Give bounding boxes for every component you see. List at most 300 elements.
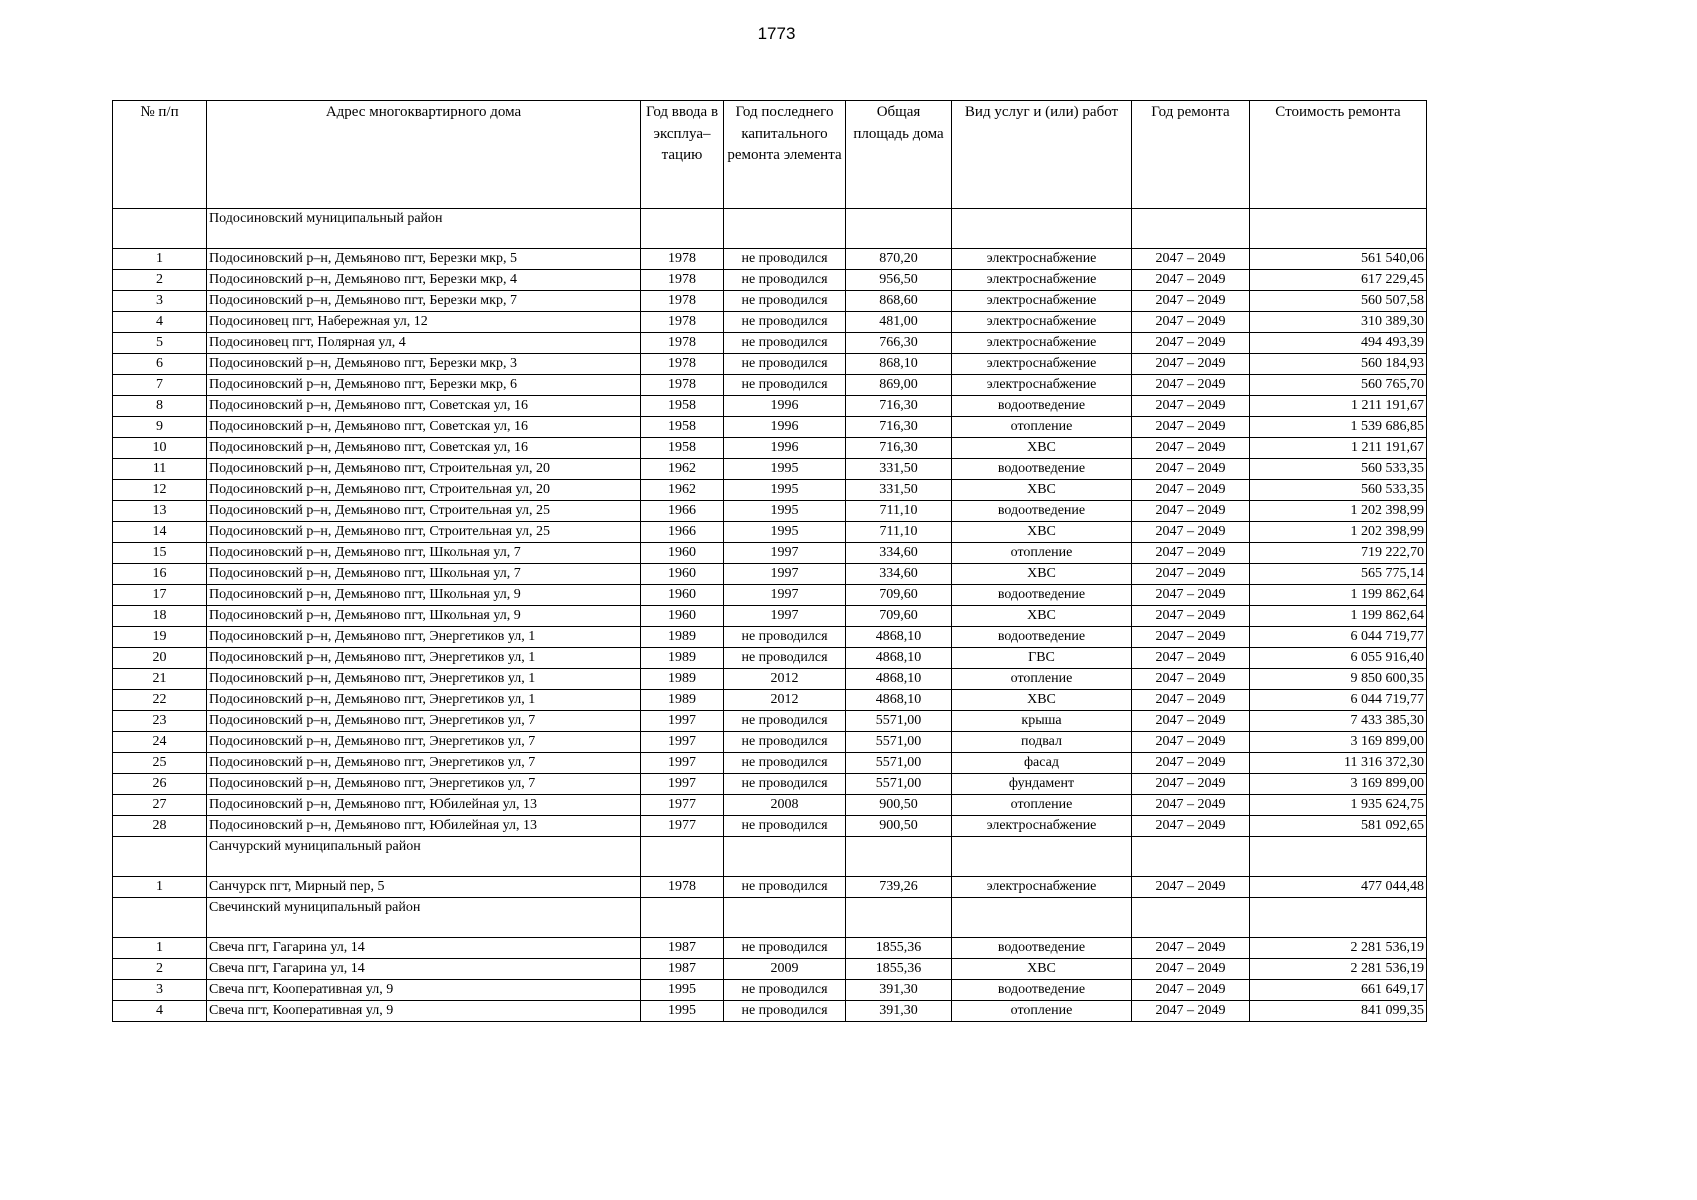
table-row <box>113 543 1427 564</box>
cell-year-built: 1962 <box>641 459 724 480</box>
cell-area: 716,30 <box>846 417 952 438</box>
table-row <box>113 795 1427 816</box>
cell-service: ГВС <box>952 648 1132 669</box>
cell-service: ХВС <box>952 606 1132 627</box>
page-number: 1773 <box>757 24 796 43</box>
cell-last-repair: 1997 <box>724 606 846 627</box>
cell-last-repair: 1997 <box>724 585 846 606</box>
cell-area: 4868,10 <box>846 690 952 711</box>
cell-repair-year: 2047 – 2049 <box>1132 396 1250 417</box>
cell-repair-year: 2047 – 2049 <box>1132 690 1250 711</box>
cell-cost: 7 433 385,30 <box>1250 711 1427 732</box>
cell-address: Свеча пгт, Кооперативная ул, 9 <box>207 980 641 1001</box>
table-row <box>113 816 1427 837</box>
empty-cell <box>846 898 952 938</box>
cell-area: 868,10 <box>846 354 952 375</box>
cell-cost: 560 533,35 <box>1250 459 1427 480</box>
cell-cost: 841 099,35 <box>1250 1001 1427 1022</box>
cell-num: 1 <box>113 938 207 959</box>
cell-repair-year: 2047 – 2049 <box>1132 501 1250 522</box>
district-name: Подосиновский муниципальный район <box>207 209 641 249</box>
cell-cost: 560 765,70 <box>1250 375 1427 396</box>
cell-service: водоотведение <box>952 585 1132 606</box>
district-name: Свечинский муниципальный район <box>207 898 641 938</box>
cell-year-built: 1997 <box>641 711 724 732</box>
cell-last-repair: не проводился <box>724 627 846 648</box>
cell-area: 716,30 <box>846 438 952 459</box>
cell-num: 19 <box>113 627 207 648</box>
cell-address: Подосиновский р–н, Демьяново пгт, Энергетиков ул, 1 <box>207 648 641 669</box>
empty-cell <box>1250 209 1427 249</box>
cell-area: 4868,10 <box>846 648 952 669</box>
cell-area: 4868,10 <box>846 627 952 648</box>
cell-repair-year: 2047 – 2049 <box>1132 564 1250 585</box>
table-row <box>113 877 1427 898</box>
cell-num: 26 <box>113 774 207 795</box>
empty-cell <box>846 837 952 877</box>
cell-num: 28 <box>113 816 207 837</box>
cell-year-built: 1997 <box>641 753 724 774</box>
cell-cost: 719 222,70 <box>1250 543 1427 564</box>
table-row <box>113 522 1427 543</box>
cell-num: 2 <box>113 959 207 980</box>
cell-cost: 1 202 398,99 <box>1250 501 1427 522</box>
cell-year-built: 1995 <box>641 1001 724 1022</box>
cell-last-repair: не проводился <box>724 291 846 312</box>
cell-address: Подосиновский р–н, Демьяново пгт, Школьная ул, 9 <box>207 606 641 627</box>
table-header <box>113 101 1427 209</box>
cell-num: 4 <box>113 312 207 333</box>
cell-service: электроснабжение <box>952 312 1132 333</box>
cell-address: Подосиновский р–н, Демьяново пгт, Школьная ул, 9 <box>207 585 641 606</box>
cell-repair-year: 2047 – 2049 <box>1132 249 1250 270</box>
cell-area: 869,00 <box>846 375 952 396</box>
cell-year-built: 1960 <box>641 585 724 606</box>
header-address: Адрес многоквартирного дома <box>207 101 641 209</box>
cell-repair-year: 2047 – 2049 <box>1132 417 1250 438</box>
cell-service: ХВС <box>952 690 1132 711</box>
table-row <box>113 291 1427 312</box>
cell-cost: 617 229,45 <box>1250 270 1427 291</box>
cell-cost: 3 169 899,00 <box>1250 774 1427 795</box>
cell-area: 5571,00 <box>846 774 952 795</box>
empty-cell <box>952 209 1132 249</box>
cell-service: электроснабжение <box>952 375 1132 396</box>
cell-cost: 1 539 686,85 <box>1250 417 1427 438</box>
district-row <box>113 209 1427 249</box>
cell-area: 1855,36 <box>846 938 952 959</box>
cell-address: Подосиновский р–н, Демьяново пгт, Строительная ул, 20 <box>207 459 641 480</box>
cell-service: ХВС <box>952 480 1132 501</box>
cell-address: Подосиновский р–н, Демьяново пгт, Энергетиков ул, 7 <box>207 711 641 732</box>
cell-cost: 2 281 536,19 <box>1250 938 1427 959</box>
cell-last-repair: 1995 <box>724 522 846 543</box>
cell-last-repair: не проводился <box>724 312 846 333</box>
cell-address: Свеча пгт, Гагарина ул, 14 <box>207 959 641 980</box>
cell-num: 22 <box>113 690 207 711</box>
cell-service: электроснабжение <box>952 816 1132 837</box>
empty-cell <box>846 209 952 249</box>
cell-num: 1 <box>113 877 207 898</box>
cell-area: 334,60 <box>846 564 952 585</box>
cell-area: 739,26 <box>846 877 952 898</box>
cell-year-built: 1978 <box>641 312 724 333</box>
cell-num: 2 <box>113 270 207 291</box>
cell-last-repair: 1997 <box>724 543 846 564</box>
cell-year-built: 1989 <box>641 669 724 690</box>
cell-area: 766,30 <box>846 333 952 354</box>
cell-address: Подосиновский р–н, Демьяново пгт, Школьная ул, 7 <box>207 564 641 585</box>
cell-service: отопление <box>952 795 1132 816</box>
cell-cost: 1 199 862,64 <box>1250 585 1427 606</box>
cell-repair-year: 2047 – 2049 <box>1132 375 1250 396</box>
cell-address: Подосиновский р–н, Демьяново пгт, Юбилейная ул, 13 <box>207 816 641 837</box>
cell-repair-year: 2047 – 2049 <box>1132 438 1250 459</box>
header-num: № п/п <box>113 101 207 209</box>
cell-area: 1855,36 <box>846 959 952 980</box>
cell-num: 27 <box>113 795 207 816</box>
cell-cost: 560 533,35 <box>1250 480 1427 501</box>
cell-num: 25 <box>113 753 207 774</box>
cell-cost: 2 281 536,19 <box>1250 959 1427 980</box>
table-row <box>113 564 1427 585</box>
cell-last-repair: 2012 <box>724 690 846 711</box>
cell-num: 1 <box>113 249 207 270</box>
district-row <box>113 837 1427 877</box>
empty-cell <box>113 898 207 938</box>
cell-year-built: 1966 <box>641 501 724 522</box>
cell-year-built: 1960 <box>641 543 724 564</box>
table-row <box>113 501 1427 522</box>
cell-num: 6 <box>113 354 207 375</box>
table-row <box>113 938 1427 959</box>
cell-address: Подосиновский р–н, Демьяново пгт, Советская ул, 16 <box>207 417 641 438</box>
empty-cell <box>641 898 724 938</box>
cell-area: 870,20 <box>846 249 952 270</box>
cell-last-repair: не проводился <box>724 753 846 774</box>
cell-year-built: 1997 <box>641 774 724 795</box>
cell-year-built: 1997 <box>641 732 724 753</box>
cell-last-repair: не проводился <box>724 333 846 354</box>
cell-service: отопление <box>952 1001 1132 1022</box>
cell-cost: 6 055 916,40 <box>1250 648 1427 669</box>
cell-area: 481,00 <box>846 312 952 333</box>
cell-address: Подосиновский р–н, Демьяново пгт, Березки мкр, 7 <box>207 291 641 312</box>
cell-area: 956,50 <box>846 270 952 291</box>
cell-service: ХВС <box>952 438 1132 459</box>
table-row <box>113 774 1427 795</box>
cell-address: Подосиновец пгт, Набережная ул, 12 <box>207 312 641 333</box>
cell-year-built: 1978 <box>641 333 724 354</box>
cell-repair-year: 2047 – 2049 <box>1132 938 1250 959</box>
cell-address: Подосиновский р–н, Демьяново пгт, Березки мкр, 6 <box>207 375 641 396</box>
table-row <box>113 690 1427 711</box>
cell-cost: 11 316 372,30 <box>1250 753 1427 774</box>
cell-address: Подосиновский р–н, Демьяново пгт, Энергетиков ул, 1 <box>207 627 641 648</box>
table-row <box>113 753 1427 774</box>
cell-year-built: 1958 <box>641 438 724 459</box>
cell-area: 900,50 <box>846 795 952 816</box>
table-row <box>113 711 1427 732</box>
cell-cost: 9 850 600,35 <box>1250 669 1427 690</box>
cell-num: 14 <box>113 522 207 543</box>
cell-last-repair: 1995 <box>724 501 846 522</box>
cell-last-repair: не проводился <box>724 1001 846 1022</box>
cell-cost: 1 935 624,75 <box>1250 795 1427 816</box>
cell-num: 23 <box>113 711 207 732</box>
cell-cost: 6 044 719,77 <box>1250 627 1427 648</box>
cell-last-repair: не проводился <box>724 877 846 898</box>
cell-service: отопление <box>952 543 1132 564</box>
cell-repair-year: 2047 – 2049 <box>1132 711 1250 732</box>
cell-service: ХВС <box>952 564 1132 585</box>
cell-service: отопление <box>952 417 1132 438</box>
cell-address: Подосиновский р–н, Демьяново пгт, Энергетиков ул, 1 <box>207 669 641 690</box>
cell-last-repair: не проводился <box>724 375 846 396</box>
cell-area: 391,30 <box>846 980 952 1001</box>
table-row <box>113 312 1427 333</box>
table-row <box>113 980 1427 1001</box>
cell-repair-year: 2047 – 2049 <box>1132 627 1250 648</box>
cell-num: 17 <box>113 585 207 606</box>
header-area: Общая площадь дома <box>846 101 952 209</box>
cell-last-repair: 1996 <box>724 396 846 417</box>
cell-area: 868,60 <box>846 291 952 312</box>
cell-service: фасад <box>952 753 1132 774</box>
cell-repair-year: 2047 – 2049 <box>1132 585 1250 606</box>
cell-service: электроснабжение <box>952 291 1132 312</box>
cell-area: 391,30 <box>846 1001 952 1022</box>
empty-cell <box>113 837 207 877</box>
cell-year-built: 1977 <box>641 795 724 816</box>
cell-repair-year: 2047 – 2049 <box>1132 795 1250 816</box>
table-row <box>113 959 1427 980</box>
cell-address: Свеча пгт, Кооперативная ул, 9 <box>207 1001 641 1022</box>
cell-area: 716,30 <box>846 396 952 417</box>
cell-address: Подосиновский р–н, Демьяново пгт, Березки мкр, 5 <box>207 249 641 270</box>
table-row <box>113 648 1427 669</box>
cell-num: 21 <box>113 669 207 690</box>
table-row <box>113 627 1427 648</box>
cell-last-repair: не проводился <box>724 249 846 270</box>
cell-service: подвал <box>952 732 1132 753</box>
cell-last-repair: не проводился <box>724 816 846 837</box>
cell-service: водоотведение <box>952 980 1132 1001</box>
table-body <box>113 209 1427 1022</box>
cell-repair-year: 2047 – 2049 <box>1132 732 1250 753</box>
cell-last-repair: 1995 <box>724 480 846 501</box>
cell-cost: 1 211 191,67 <box>1250 438 1427 459</box>
cell-last-repair: не проводился <box>724 648 846 669</box>
cell-repair-year: 2047 – 2049 <box>1132 648 1250 669</box>
cell-last-repair: 1996 <box>724 417 846 438</box>
cell-num: 8 <box>113 396 207 417</box>
cell-service: водоотведение <box>952 459 1132 480</box>
cell-repair-year: 2047 – 2049 <box>1132 312 1250 333</box>
cell-service: электроснабжение <box>952 333 1132 354</box>
cell-repair-year: 2047 – 2049 <box>1132 291 1250 312</box>
cell-repair-year: 2047 – 2049 <box>1132 669 1250 690</box>
cell-last-repair: 1995 <box>724 459 846 480</box>
cell-last-repair: 2008 <box>724 795 846 816</box>
cell-area: 5571,00 <box>846 711 952 732</box>
cell-num: 16 <box>113 564 207 585</box>
empty-cell <box>952 837 1132 877</box>
cell-last-repair: не проводился <box>724 980 846 1001</box>
cell-area: 331,50 <box>846 459 952 480</box>
cell-repair-year: 2047 – 2049 <box>1132 980 1250 1001</box>
cell-year-built: 1995 <box>641 980 724 1001</box>
cell-num: 24 <box>113 732 207 753</box>
cell-last-repair: 2012 <box>724 669 846 690</box>
table-row <box>113 606 1427 627</box>
cell-address: Подосиновский р–н, Демьяново пгт, Юбилейная ул, 13 <box>207 795 641 816</box>
empty-cell <box>724 837 846 877</box>
cell-service: ХВС <box>952 959 1132 980</box>
cell-address: Подосиновский р–н, Демьяново пгт, Советская ул, 16 <box>207 438 641 459</box>
cell-cost: 1 199 862,64 <box>1250 606 1427 627</box>
cell-area: 5571,00 <box>846 732 952 753</box>
header-service: Вид услуг и (или) работ <box>952 101 1132 209</box>
cell-repair-year: 2047 – 2049 <box>1132 774 1250 795</box>
table-row <box>113 270 1427 291</box>
table-row <box>113 438 1427 459</box>
cell-cost: 1 211 191,67 <box>1250 396 1427 417</box>
cell-service: крыша <box>952 711 1132 732</box>
cell-cost: 477 044,48 <box>1250 877 1427 898</box>
header-repair-year: Год ремонта <box>1132 101 1250 209</box>
cell-address: Подосиновский р–н, Демьяново пгт, Строительная ул, 25 <box>207 522 641 543</box>
cell-cost: 565 775,14 <box>1250 564 1427 585</box>
cell-repair-year: 2047 – 2049 <box>1132 270 1250 291</box>
cell-service: водоотведение <box>952 501 1132 522</box>
table-row <box>113 333 1427 354</box>
empty-cell <box>113 209 207 249</box>
cell-num: 15 <box>113 543 207 564</box>
cell-year-built: 1977 <box>641 816 724 837</box>
cell-year-built: 1978 <box>641 270 724 291</box>
table-row <box>113 375 1427 396</box>
cell-address: Свеча пгт, Гагарина ул, 14 <box>207 938 641 959</box>
table-row <box>113 585 1427 606</box>
cell-year-built: 1978 <box>641 375 724 396</box>
cell-address: Подосиновский р–н, Демьяново пгт, Советская ул, 16 <box>207 396 641 417</box>
cell-address: Подосиновский р–н, Демьяново пгт, Березки мкр, 4 <box>207 270 641 291</box>
cell-area: 709,60 <box>846 606 952 627</box>
cell-service: электроснабжение <box>952 877 1132 898</box>
cell-year-built: 1987 <box>641 938 724 959</box>
cell-repair-year: 2047 – 2049 <box>1132 522 1250 543</box>
cell-last-repair: не проводился <box>724 732 846 753</box>
cell-num: 11 <box>113 459 207 480</box>
cell-year-built: 1978 <box>641 291 724 312</box>
cell-num: 10 <box>113 438 207 459</box>
cell-service: водоотведение <box>952 396 1132 417</box>
cell-service: ХВС <box>952 522 1132 543</box>
cell-repair-year: 2047 – 2049 <box>1132 753 1250 774</box>
cell-cost: 494 493,39 <box>1250 333 1427 354</box>
cell-repair-year: 2047 – 2049 <box>1132 543 1250 564</box>
cell-cost: 560 507,58 <box>1250 291 1427 312</box>
cell-year-built: 1978 <box>641 877 724 898</box>
table-row <box>113 669 1427 690</box>
cell-area: 5571,00 <box>846 753 952 774</box>
table-row <box>113 459 1427 480</box>
cell-address: Подосиновский р–н, Демьяново пгт, Энергетиков ул, 1 <box>207 690 641 711</box>
cell-year-built: 1958 <box>641 396 724 417</box>
header-year-built: Год ввода в эксплуа– тацию <box>641 101 724 209</box>
empty-cell <box>1250 837 1427 877</box>
cell-last-repair: 1997 <box>724 564 846 585</box>
cell-year-built: 1958 <box>641 417 724 438</box>
cell-service: электроснабжение <box>952 249 1132 270</box>
table-row <box>113 1001 1427 1022</box>
cell-year-built: 1989 <box>641 648 724 669</box>
cell-repair-year: 2047 – 2049 <box>1132 959 1250 980</box>
cell-area: 334,60 <box>846 543 952 564</box>
cell-service: водоотведение <box>952 938 1132 959</box>
district-row <box>113 898 1427 938</box>
empty-cell <box>1132 898 1250 938</box>
cell-year-built: 1978 <box>641 249 724 270</box>
cell-repair-year: 2047 – 2049 <box>1132 354 1250 375</box>
table-row <box>113 354 1427 375</box>
cell-num: 12 <box>113 480 207 501</box>
cell-last-repair: не проводился <box>724 270 846 291</box>
table-row <box>113 396 1427 417</box>
cell-num: 4 <box>113 1001 207 1022</box>
cell-last-repair: не проводился <box>724 711 846 732</box>
cell-num: 18 <box>113 606 207 627</box>
cell-num: 3 <box>113 980 207 1001</box>
cell-area: 711,10 <box>846 501 952 522</box>
empty-cell <box>1250 898 1427 938</box>
cell-service: отопление <box>952 669 1132 690</box>
cell-cost: 581 092,65 <box>1250 816 1427 837</box>
cell-cost: 561 540,06 <box>1250 249 1427 270</box>
repair-registry-table <box>112 100 1427 1022</box>
cell-address: Подосиновский р–н, Демьяново пгт, Школьная ул, 7 <box>207 543 641 564</box>
empty-cell <box>1132 837 1250 877</box>
cell-num: 7 <box>113 375 207 396</box>
cell-address: Подосиновский р–н, Демьяново пгт, Энергетиков ул, 7 <box>207 753 641 774</box>
cell-area: 900,50 <box>846 816 952 837</box>
empty-cell <box>641 837 724 877</box>
cell-year-built: 1962 <box>641 480 724 501</box>
cell-num: 20 <box>113 648 207 669</box>
cell-last-repair: 1996 <box>724 438 846 459</box>
cell-year-built: 1989 <box>641 690 724 711</box>
cell-cost: 310 389,30 <box>1250 312 1427 333</box>
cell-cost: 3 169 899,00 <box>1250 732 1427 753</box>
cell-cost: 661 649,17 <box>1250 980 1427 1001</box>
cell-cost: 560 184,93 <box>1250 354 1427 375</box>
cell-year-built: 1978 <box>641 354 724 375</box>
cell-address: Подосиновский р–н, Демьяново пгт, Березки мкр, 3 <box>207 354 641 375</box>
cell-repair-year: 2047 – 2049 <box>1132 877 1250 898</box>
table-row <box>113 417 1427 438</box>
cell-repair-year: 2047 – 2049 <box>1132 333 1250 354</box>
empty-cell <box>952 898 1132 938</box>
cell-repair-year: 2047 – 2049 <box>1132 1001 1250 1022</box>
cell-year-built: 1966 <box>641 522 724 543</box>
cell-num: 13 <box>113 501 207 522</box>
table-row <box>113 732 1427 753</box>
cell-last-repair: не проводился <box>724 774 846 795</box>
header-cost: Стоимость ремонта <box>1250 101 1427 209</box>
cell-repair-year: 2047 – 2049 <box>1132 480 1250 501</box>
cell-year-built: 1960 <box>641 564 724 585</box>
